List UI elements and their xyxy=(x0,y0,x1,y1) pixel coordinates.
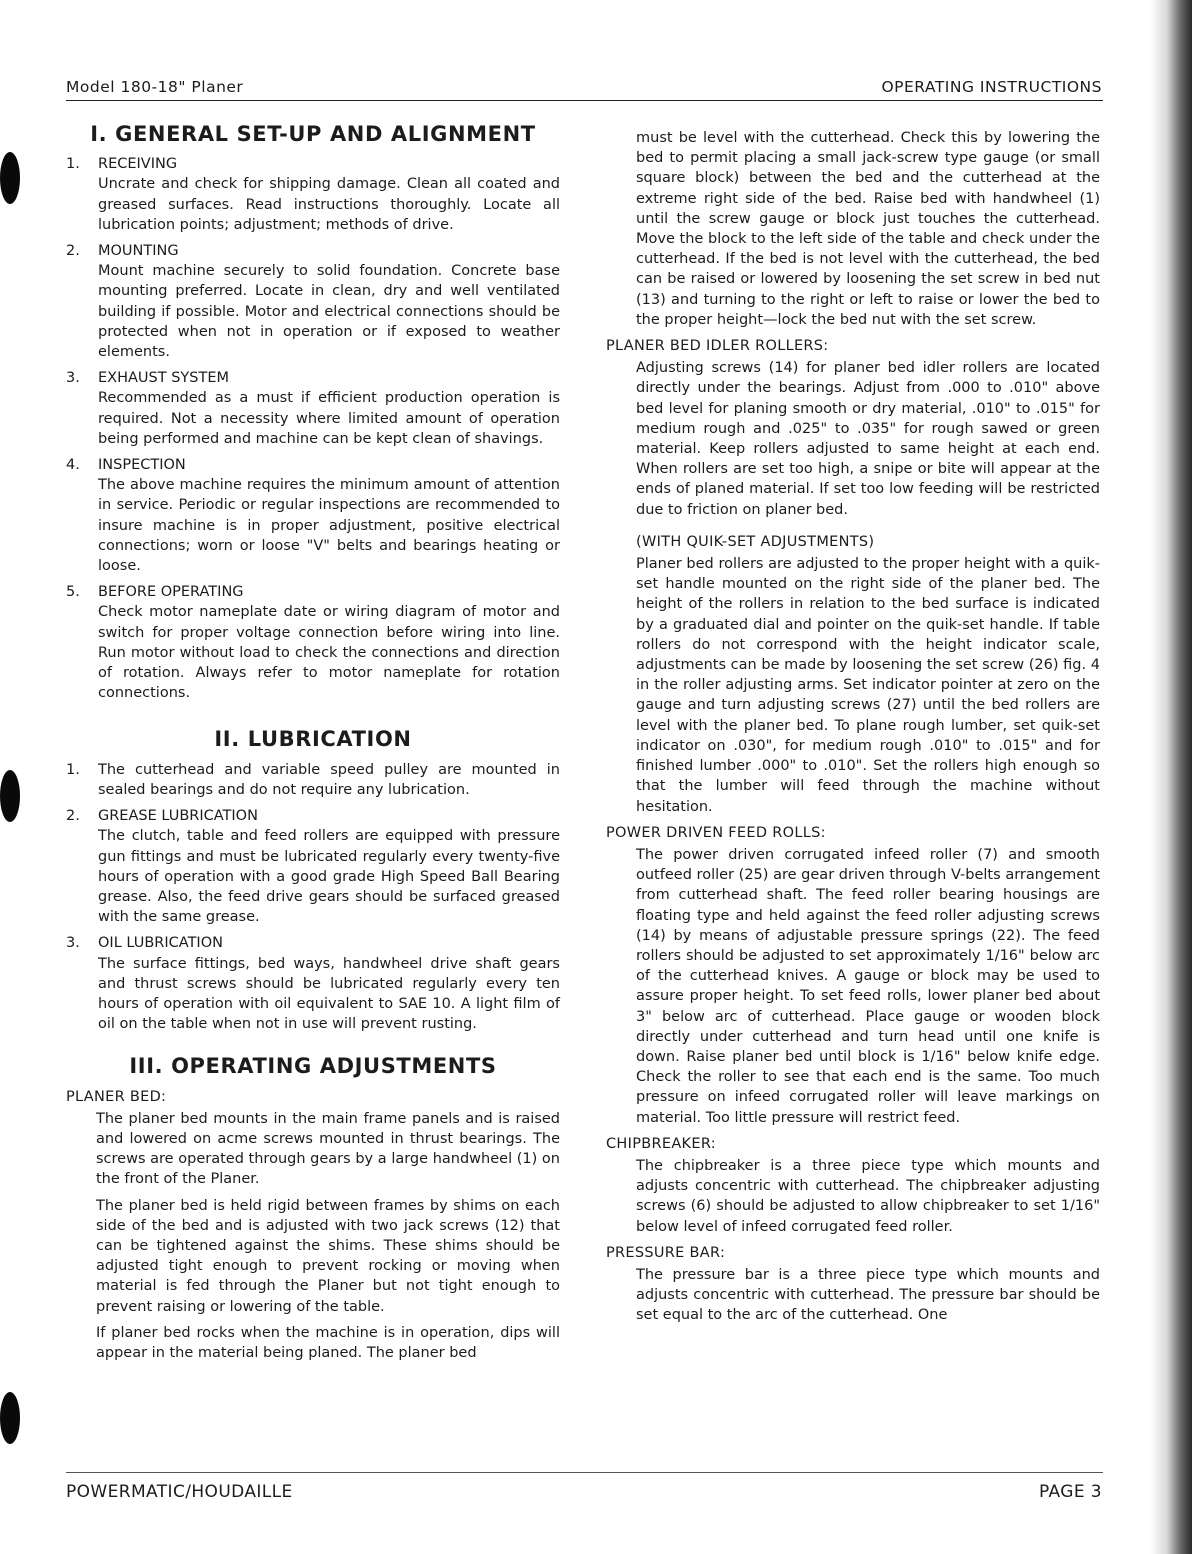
list-item xyxy=(66,368,560,449)
item-number: 2. xyxy=(66,243,80,260)
header-rule xyxy=(66,100,1103,101)
list-item xyxy=(66,241,560,362)
subheading-feed-rolls: POWER DRIVEN FEED ROLLS: xyxy=(606,824,826,841)
list-item xyxy=(66,933,560,1034)
paragraph: must be level with the cutterhead. Check this by lowering the bed to permit placing a small jack-screw type gauge (or small square block) between the bed and the cutterhead at the extreme right side of the bed. Raise bed with handwheel (1) until the screw gauge or block just touches the cutterhead. Move the block to the left side of the table and check under the cutterhead. If the bed is not level with the cutterhead, the bed can be raised or lowered by loosening the set screw in bed nut (13) and turning to the right or left to raise or lower the bed to the proper height—lock the bed nut with the set screw. xyxy=(636,130,1100,328)
section-title-lubrication: II. LUBRICATION xyxy=(214,727,412,752)
binder-hole-middle xyxy=(0,770,20,822)
paragraph: Adjusting screws (14) for planer bed idler rollers are located directly under the bearings. Adjust from .000 to .010" above bed level for planing smooth or dry material, .010" to .015" for medium rough and .025" to .035" for rough sawed or green material. Keep rollers adjusted to same height at each end. When rollers are set too high, a snipe or bite will appear at the ends of planed material. If set too low feeding will be restricted due to friction on planer bed. xyxy=(636,360,1100,518)
item-text: Recommended as a must if efficient production operation is required. Not a necessity where limited amount of operation being performed and machine can be kept clean of shavings. xyxy=(98,390,560,447)
item-number: 1. xyxy=(66,761,80,778)
item-number: 4. xyxy=(66,457,80,474)
item-title: GREASE LUBRICATION xyxy=(98,808,258,825)
paragraph: The chipbreaker is a three piece type which mounts and adjusts concentric with cutterhead. The chipbreaker adjusting screws (6) should be adjusted to allow chipbreaker to set 1/16" below level of infeed corrugated feed roller. xyxy=(636,1157,1100,1235)
list-item xyxy=(66,154,560,235)
subheading-pressure-bar: PRESSURE BAR: xyxy=(606,1244,726,1261)
subheading-chipbreaker: CHIPBREAKER: xyxy=(606,1135,716,1152)
list-item xyxy=(66,806,560,927)
item-title: EXHAUST SYSTEM xyxy=(98,370,229,387)
list-item xyxy=(66,582,560,703)
item-title: RECEIVING xyxy=(98,156,178,173)
item-text: The above machine requires the minimum amount of attention in service. Periodic or regular inspections are recommended to insure machine is in proper adjustment, positive electrical connections; worn or loose "V" belts and bearings heating or loose. xyxy=(98,477,560,575)
paragraph: The power driven corrugated infeed roller (7) and smooth outfeed roller (25) are gear driven through V-belts arrangement from cutterhead shaft. The feed roller bearing housings are floating type and held against the feed roller adjusting screws (14) by means of adjustable pressure springs (22). The feed rollers should be adjusted to set approximately 1/16" below arc of the cutterhead knives. A gauge or block may be used to assure proper height. To set feed rolls, lower planer bed about 3" below arc of cutterhead. Place gauge or wooden block directly under cutterhead and turn head until one knife is down. Raise planer bed until block is 1/16" below knife edge. Check the roller to see that each end is the same. Too much pressure on infeed corrugated roller will leave markings on material. Too little pressure will restrict feed. xyxy=(636,846,1100,1126)
header-model: Model 180-18" Planer xyxy=(66,78,244,96)
item-number: 3. xyxy=(66,935,80,952)
subheading-planer-bed: PLANER BED: xyxy=(66,1088,167,1105)
item-number: 2. xyxy=(66,808,80,825)
item-title: OIL LUBRICATION xyxy=(98,935,223,952)
left-column xyxy=(66,124,560,1363)
page-edge-shadow xyxy=(1150,0,1192,1554)
item-title: INSPECTION xyxy=(98,457,186,474)
header-section: OPERATING INSTRUCTIONS xyxy=(881,78,1102,96)
right-column xyxy=(606,128,1100,1326)
footer-brand: POWERMATIC/HOUDAILLE xyxy=(66,1482,293,1502)
item-title: BEFORE OPERATING xyxy=(98,584,244,601)
binder-hole-top xyxy=(0,152,20,204)
section-title-operating-adjustments: III. OPERATING ADJUSTMENTS xyxy=(129,1054,497,1079)
paragraph: If planer bed rocks when the machine is in operation, dips will appear in the material being planed. The planer bed xyxy=(96,1324,560,1361)
paragraph: Planer bed rollers are adjusted to the proper height with a quik-set handle mounted on the right side of the planer bed. The height of the rollers in relation to the bed surface is indicated by a graduated dial and pointer on the quik-set handle. If table rollers do not correspond with the height indicator scale, adjustments can be made by loosening the set screw (26) fig. 4 in the roller adjusting arms. Set indicator pointer at zero on the gauge and turn adjusting screws (27) until the bed rollers are level with the planer bed. To plane rough lumber, set quik-set indicator on .030", for medium rough .010" to .015" and for finished lumber .000" to .010". Set the rollers high enough so that the lumber will feed through the machine without hesitation. xyxy=(636,556,1100,815)
subheading-idler-rollers: PLANER BED IDLER ROLLERS: xyxy=(606,338,829,355)
paragraph: The planer bed is held rigid between frames by shims on each side of the bed and is adjusted with two jack screws (12) that can be tightened against the shims. These shims should be adjusted tight enough to prevent rocking or moving when material is fed through the Planer but not tight enough to prevent raising or lowering of the table. xyxy=(96,1197,560,1315)
page-number: PAGE 3 xyxy=(1038,1482,1102,1502)
paragraph: The pressure bar is a three piece type which mounts and adjusts concentric with cutterhead. The pressure bar should be set equal to the arc of the cutterhead. One xyxy=(636,1266,1100,1324)
item-text: The clutch, table and feed rollers are equipped with pressure gun fittings and must be lubricated regularly every twenty-five hours of operation with a good grade High Speed Ball Bearing grease. Also, the feed drive gears should be surfaced greased with the same grease. xyxy=(98,828,560,926)
item-number: 1. xyxy=(66,156,80,173)
footer-rule xyxy=(66,1472,1103,1473)
item-text: Mount machine securely to solid foundation. Concrete base mounting preferred. Locate in clean, dry and well ventilated building if possible. Motor and electrical connections should be protected when not in operation or if exposed to weather elements. xyxy=(98,263,560,361)
paragraph: The planer bed mounts in the main frame panels and is raised and lowered on acme screws mounted in thrust bearings. The screws are operated through gears by a large handwheel (1) on the front of the Planer. xyxy=(96,1110,560,1188)
item-text: The surface fittings, bed ways, handwheel drive shaft gears and thrust screws should be lubricated regularly every ten hours of operation with oil equivalent to SAE 10. A light film of oil on the table when not in use will prevent rusting. xyxy=(98,955,560,1033)
item-number: 3. xyxy=(66,370,80,387)
list-item xyxy=(66,760,560,800)
section-title-general: I. GENERAL SET-UP AND ALIGNMENT xyxy=(90,122,536,146)
subheading-quik-set: (WITH QUIK-SET ADJUSTMENTS) xyxy=(636,533,875,550)
list-item xyxy=(66,455,560,576)
item-text: Uncrate and check for shipping damage. Clean all coated and greased surfaces. Read instructions thoroughly. Locate all lubrication points; adjustment; methods of drive. xyxy=(98,176,560,233)
binder-hole-bottom xyxy=(0,1392,20,1444)
item-text: Check motor nameplate date or wiring diagram of motor and switch for proper voltage connection before wiring into line. Run motor without load to check the connections and direction of rotation. Always refer to motor nameplate for rotation connections. xyxy=(98,604,560,702)
item-title: MOUNTING xyxy=(98,243,179,260)
item-text: The cutterhead and variable speed pulley are mounted in sealed bearings and do not require any lubrication. xyxy=(98,761,560,798)
item-number: 5. xyxy=(66,584,80,601)
